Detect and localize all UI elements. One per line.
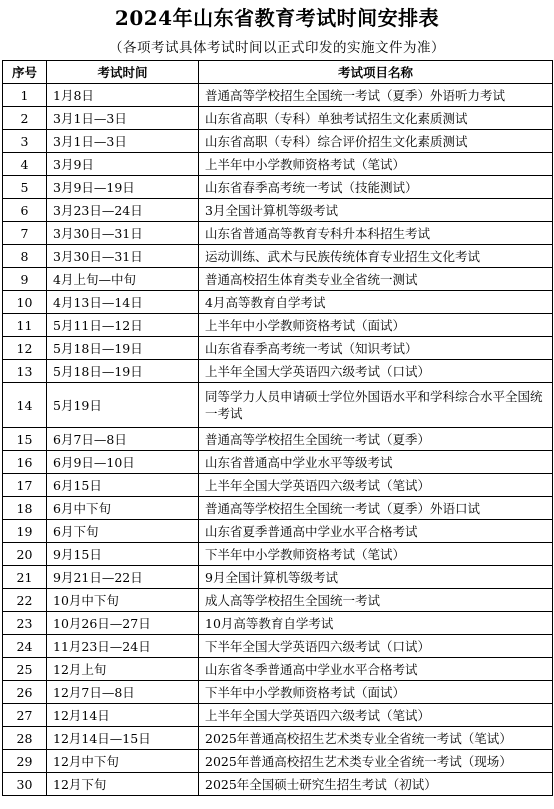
exam-name-cell: 下半年中小学教师资格考试（面试）: [199, 681, 553, 704]
exam-name-cell: 山东省冬季普通高中学业水平合格考试: [199, 658, 553, 681]
row-number-cell: 30: [3, 773, 47, 796]
exam-name-cell: 上半年全国大学英语四六级考试（笔试）: [199, 704, 553, 727]
table-row: [3, 543, 553, 566]
header-number: 序号: [3, 61, 47, 84]
exam-name-cell: 山东省普通高等教育专科升本科招生考试: [199, 222, 553, 245]
row-number-cell: 24: [3, 635, 47, 658]
exam-time-cell: 12月中下旬: [47, 750, 199, 773]
exam-name-cell: 3月全国计算机等级考试: [199, 199, 553, 222]
row-number-cell: 16: [3, 451, 47, 474]
row-number-cell: 10: [3, 291, 47, 314]
exam-time-cell: 1月8日: [47, 84, 199, 107]
exam-time-cell: 12月7日—8日: [47, 681, 199, 704]
exam-time-cell: 10月26日—27日: [47, 612, 199, 635]
row-number-cell: 23: [3, 612, 47, 635]
row-number-cell: 21: [3, 566, 47, 589]
row-number-cell: 15: [3, 428, 47, 451]
exam-name-cell: 普通高等学校招生全国统一考试（夏季）外语听力考试: [199, 84, 553, 107]
row-number-cell: 13: [3, 360, 47, 383]
table-row: [3, 268, 553, 291]
exam-time-cell: 3月9日: [47, 153, 199, 176]
exam-time-cell: 5月18日—19日: [47, 337, 199, 360]
exam-time-cell: 5月19日: [47, 383, 199, 428]
exam-name-cell: 山东省夏季普通高中学业水平合格考试: [199, 520, 553, 543]
row-number-cell: 25: [3, 658, 47, 681]
table-body: [3, 84, 553, 796]
page-title: 2024年山东省教育考试时间安排表: [114, 6, 440, 30]
row-number-cell: 17: [3, 474, 47, 497]
table-row: [3, 635, 553, 658]
exam-name-cell: 山东省高职（专科）综合评价招生文化素质测试: [199, 130, 553, 153]
exam-time-cell: 3月9日—19日: [47, 176, 199, 199]
exam-name-cell: 9月全国计算机等级考试: [199, 566, 553, 589]
exam-name-cell: 上半年中小学教师资格考试（面试）: [199, 314, 553, 337]
exam-time-cell: 3月1日—3日: [47, 107, 199, 130]
table-row: [3, 658, 553, 681]
row-number-cell: 1: [3, 84, 47, 107]
exam-name-cell: 2025年全国硕士研究生招生考试（初试）: [199, 773, 553, 796]
table-row: [3, 153, 553, 176]
exam-time-cell: 11月23日—24日: [47, 635, 199, 658]
exam-time-cell: 5月18日—19日: [47, 360, 199, 383]
table-row: [3, 130, 553, 153]
row-number-cell: 2: [3, 107, 47, 130]
exam-time-cell: 6月中下旬: [47, 497, 199, 520]
row-number-cell: 8: [3, 245, 47, 268]
exam-name-cell: 2025年普通高校招生艺术类专业全省统一考试（现场）: [199, 750, 553, 773]
exam-name-cell: 10月高等教育自学考试: [199, 612, 553, 635]
exam-time-cell: 9月15日: [47, 543, 199, 566]
exam-time-cell: 6月9日—10日: [47, 451, 199, 474]
table-row: [3, 520, 553, 543]
exam-name-cell: 4月高等教育自学考试: [199, 291, 553, 314]
table-row: [3, 314, 553, 337]
row-number-cell: 3: [3, 130, 47, 153]
exam-name-cell: 同等学力人员申请硕士学位外国语水平和学科综合水平全国统一考试: [199, 383, 553, 428]
header-exam-time: 考试时间: [47, 61, 199, 84]
exam-time-cell: 12月14日—15日: [47, 727, 199, 750]
table-row: [3, 84, 553, 107]
table-row: [3, 222, 553, 245]
table-row: [3, 750, 553, 773]
exam-time-cell: 3月30日—31日: [47, 245, 199, 268]
table-row: [3, 383, 553, 428]
row-number-cell: 19: [3, 520, 47, 543]
row-number-cell: 18: [3, 497, 47, 520]
table-row: [3, 360, 553, 383]
row-number-cell: 26: [3, 681, 47, 704]
table-row: [3, 107, 553, 130]
table-row: [3, 497, 553, 520]
exam-time-cell: 10月中下旬: [47, 589, 199, 612]
exam-name-cell: 上半年中小学教师资格考试（笔试）: [199, 153, 553, 176]
table-row: [3, 245, 553, 268]
exam-name-cell: 山东省春季高考统一考试（技能测试）: [199, 176, 553, 199]
exam-name-cell: 山东省高职（专科）单独考试招生文化素质测试: [199, 107, 553, 130]
exam-time-cell: 3月23日—24日: [47, 199, 199, 222]
exam-name-cell: 下半年中小学教师资格考试（笔试）: [199, 543, 553, 566]
table-row: [3, 474, 553, 497]
exam-time-cell: 6月7日—8日: [47, 428, 199, 451]
page-subtitle: （各项考试具体考试时间以正式印发的实施文件为准）: [109, 40, 445, 56]
table-row: [3, 566, 553, 589]
table-row: [3, 704, 553, 727]
exam-time-cell: 4月13日—14日: [47, 291, 199, 314]
exam-name-cell: 普通高等学校招生全国统一考试（夏季）外语口试: [199, 497, 553, 520]
exam-name-cell: 山东省春季高考统一考试（知识考试）: [199, 337, 553, 360]
row-number-cell: 29: [3, 750, 47, 773]
table-row: [3, 428, 553, 451]
row-number-cell: 6: [3, 199, 47, 222]
row-number-cell: 27: [3, 704, 47, 727]
exam-name-cell: 山东省普通高中学业水平等级考试: [199, 451, 553, 474]
exam-schedule-table: [2, 60, 553, 796]
table-row: [3, 612, 553, 635]
row-number-cell: 20: [3, 543, 47, 566]
table-row: [3, 199, 553, 222]
table-row: [3, 589, 553, 612]
row-number-cell: 14: [3, 383, 47, 428]
header-exam-name: 考试项目名称: [199, 61, 553, 84]
table-row: [3, 451, 553, 474]
exam-name-cell: 上半年全国大学英语四六级考试（口试）: [199, 360, 553, 383]
table-row: [3, 337, 553, 360]
row-number-cell: 5: [3, 176, 47, 199]
exam-time-cell: 6月下旬: [47, 520, 199, 543]
exam-name-cell: 成人高等学校招生全国统一考试: [199, 589, 553, 612]
table-header-row: [3, 61, 553, 84]
row-number-cell: 9: [3, 268, 47, 291]
row-number-cell: 28: [3, 727, 47, 750]
row-number-cell: 11: [3, 314, 47, 337]
row-number-cell: 12: [3, 337, 47, 360]
exam-time-cell: 6月15日: [47, 474, 199, 497]
exam-time-cell: 12月14日: [47, 704, 199, 727]
table-row: [3, 773, 553, 796]
exam-name-cell: 运动训练、武术与民族传统体育专业招生文化考试: [199, 245, 553, 268]
exam-time-cell: 5月11日—12日: [47, 314, 199, 337]
exam-time-cell: 4月上旬—中旬: [47, 268, 199, 291]
exam-name-cell: 2025年普通高校招生艺术类专业全省统一考试（笔试）: [199, 727, 553, 750]
exam-time-cell: 12月上旬: [47, 658, 199, 681]
table-row: [3, 176, 553, 199]
exam-time-cell: 3月30日—31日: [47, 222, 199, 245]
exam-time-cell: 12月下旬: [47, 773, 199, 796]
exam-time-cell: 3月1日—3日: [47, 130, 199, 153]
table-row: [3, 727, 553, 750]
table-row: [3, 681, 553, 704]
row-number-cell: 4: [3, 153, 47, 176]
table-row: [3, 291, 553, 314]
row-number-cell: 22: [3, 589, 47, 612]
exam-name-cell: 下半年全国大学英语四六级考试（口试）: [199, 635, 553, 658]
exam-name-cell: 普通高校招生体育类专业全省统一测试: [199, 268, 553, 291]
row-number-cell: 7: [3, 222, 47, 245]
exam-name-cell: 普通高等学校招生全国统一考试（夏季）: [199, 428, 553, 451]
exam-time-cell: 9月21日—22日: [47, 566, 199, 589]
exam-name-cell: 上半年全国大学英语四六级考试（笔试）: [199, 474, 553, 497]
